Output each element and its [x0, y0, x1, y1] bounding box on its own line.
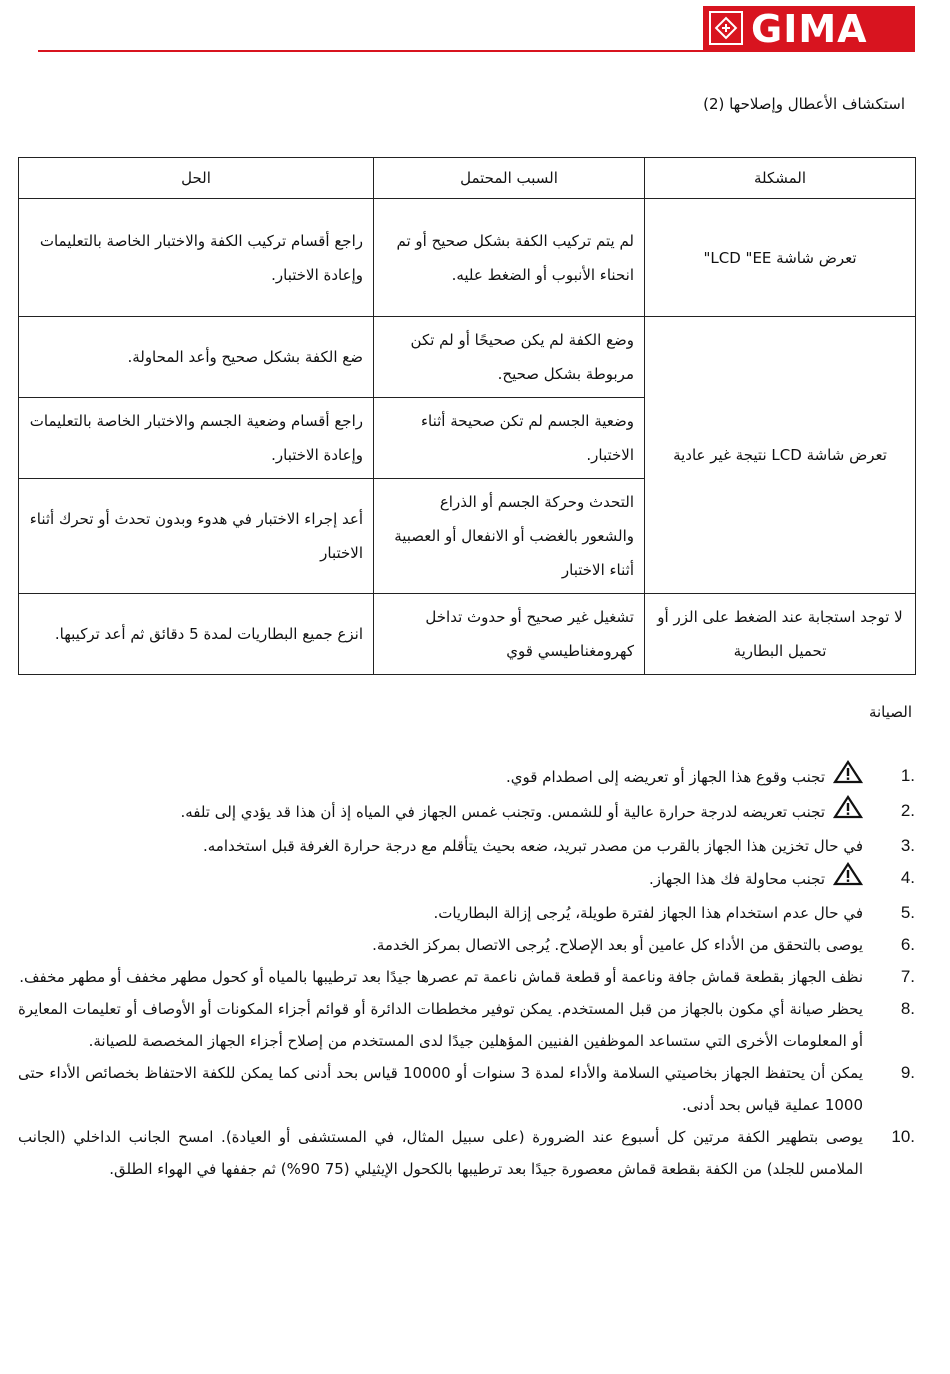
gima-emblem-icon	[709, 11, 743, 45]
list-item	[18, 897, 915, 929]
problem-cell: تعرض شاشة LCD نتيجة غير عادية	[645, 317, 916, 594]
table-row	[19, 594, 916, 675]
item-number: 1.	[900, 766, 915, 785]
list-item	[18, 760, 915, 795]
item-number: 7.	[900, 967, 915, 986]
list-item	[18, 862, 915, 897]
header-solution: الحل	[19, 158, 374, 199]
list-item	[18, 795, 915, 830]
list-item	[18, 830, 915, 862]
table-row	[19, 317, 916, 398]
table-header-row	[19, 158, 916, 199]
problem-cell: لا توجد استجابة عند الضغط على الزر أو تحميل البطارية	[645, 594, 916, 675]
maintenance-title: الصيانة	[868, 703, 912, 721]
cause-cell: تشغيل غير صحيح أو حدوث تداخل كهرومغناطيسي قوي	[374, 594, 645, 675]
gima-logo	[703, 6, 915, 52]
brand-name: GIMA	[751, 7, 868, 51]
list-item	[18, 993, 915, 1057]
item-number: 8.	[900, 999, 915, 1018]
item-text: تجنب تعريضه لدرجة حرارة عالية أو للشمس. وتجنب غمس الجهاز في المياه إذ أن هذا قد يؤدي إلى تلفه.	[180, 803, 825, 821]
cause-cell: التحدث وحركة الجسم أو الذراع والشعور بالغضب أو الانفعال أو العصبية أثناء الاختبار	[374, 479, 645, 594]
warning-triangle-icon	[833, 760, 863, 795]
cause-cell: وضع الكفة لم يكن صحيحًا أو لم تكن مربوطة بشكل صحيح.	[374, 317, 645, 398]
list-item	[18, 1057, 915, 1121]
item-text: يمكن أن يحتفظ الجهاز بخاصيتي السلامة والأداء لمدة 3 سنوات أو 10000 قياس بحد أدنى كما يمكن للكفة الاحتفاظ بخصائص الأداء حتى 1000 عملية قياس بحد أدنى.	[18, 1064, 863, 1114]
troubleshooting-table	[18, 157, 916, 675]
warning-triangle-icon	[833, 862, 863, 897]
item-number: 3.	[900, 836, 915, 855]
item-text: تجنب محاولة فك هذا الجهاز.	[648, 870, 825, 888]
header-rule	[38, 50, 703, 52]
header-cause: السبب المحتمل	[374, 158, 645, 199]
solution-cell: ضع الكفة بشكل صحيح وأعد المحاولة.	[19, 317, 374, 398]
item-number: 10.	[891, 1127, 915, 1146]
item-number: 6.	[900, 935, 915, 954]
item-text: نظف الجهاز بقطعة قماش جافة وناعمة أو قطعة قماش ناعمة تم عصرها جيدًا بعد ترطيبها بالمياه أو كحول مطهر مخفف أو مطهر مخفف.	[19, 968, 863, 986]
item-number: 2.	[900, 801, 915, 820]
item-text: يوصى بتطهير الكفة مرتين كل أسبوع عند الضرورة (على سبيل المثال، في المستشفى أو العيادة). امسح الجانب الداخلي (الجانب الملامس للجلد) من الكفة بقطعة قماش معصورة جيدًا بعد ترطيبها بالكحول الإيثيلي (75 90%) ثم جففها في الهواء الطلق.	[18, 1128, 863, 1178]
item-number: 4.	[900, 868, 915, 887]
item-text: في حال تخزين هذا الجهاز بالقرب من مصدر تبريد، ضعه بحيث يتأقلم مع درجة حرارة الغرفة قبل استخدامه.	[202, 837, 863, 855]
item-number: 5.	[900, 903, 915, 922]
item-text: يوصى بالتحقق من الأداء كل عامين أو بعد الإصلاح. يُرجى الاتصال بمركز الخدمة.	[372, 936, 863, 954]
list-item	[18, 929, 915, 961]
solution-cell: انزع جميع البطاريات لمدة 5 دقائق ثم أعد تركيبها.	[19, 594, 374, 675]
solution-cell: راجع أقسام وضعية الجسم والاختبار الخاصة بالتعليمات وإعادة الاختبار.	[19, 398, 374, 479]
item-text: يحظر صيانة أي مكون بالجهاز من قبل المستخدم. يمكن توفير مخططات الدائرة أو قوائم أجزاء المكونات أو الأوصاف أو تعليمات المعايرة أو المعلومات الأخرى التي ستساعد الموظفين الفنيين المؤهلين جيدًا لدى المستخدم من إصلاح أجزاء الجهاز المخصصة للصيانة.	[18, 1000, 863, 1050]
list-item	[18, 961, 915, 993]
item-text: تجنب وقوع هذا الجهاز أو تعريضه إلى اصطدام قوي.	[506, 768, 825, 786]
warning-triangle-icon	[833, 795, 863, 830]
cause-cell: وضعية الجسم لم تكن صحيحة أثناء الاختبار.	[374, 398, 645, 479]
list-item	[18, 1121, 915, 1185]
item-text: في حال عدم استخدام هذا الجهاز لفترة طويلة، يُرجى إزالة البطاريات.	[433, 904, 863, 922]
solution-cell: أعد إجراء الاختبار في هدوء وبدون تحدث أو تحرك أثناء الاختبار	[19, 479, 374, 594]
header-problem: المشكلة	[645, 158, 916, 199]
page-heading: استكشاف الأعطال وإصلاحها (2)	[703, 95, 905, 113]
cause-cell: لم يتم تركيب الكفة بشكل صحيح أو تم انحناء الأنبوب أو الضغط عليه.	[374, 199, 645, 317]
table-row	[19, 199, 916, 317]
solution-cell: راجع أقسام تركيب الكفة والاختبار الخاصة بالتعليمات وإعادة الاختبار.	[19, 199, 374, 317]
item-number: 9.	[900, 1063, 915, 1082]
maintenance-list	[18, 760, 915, 1185]
problem-cell: تعرض شاشة LCD "EE"	[645, 199, 916, 317]
